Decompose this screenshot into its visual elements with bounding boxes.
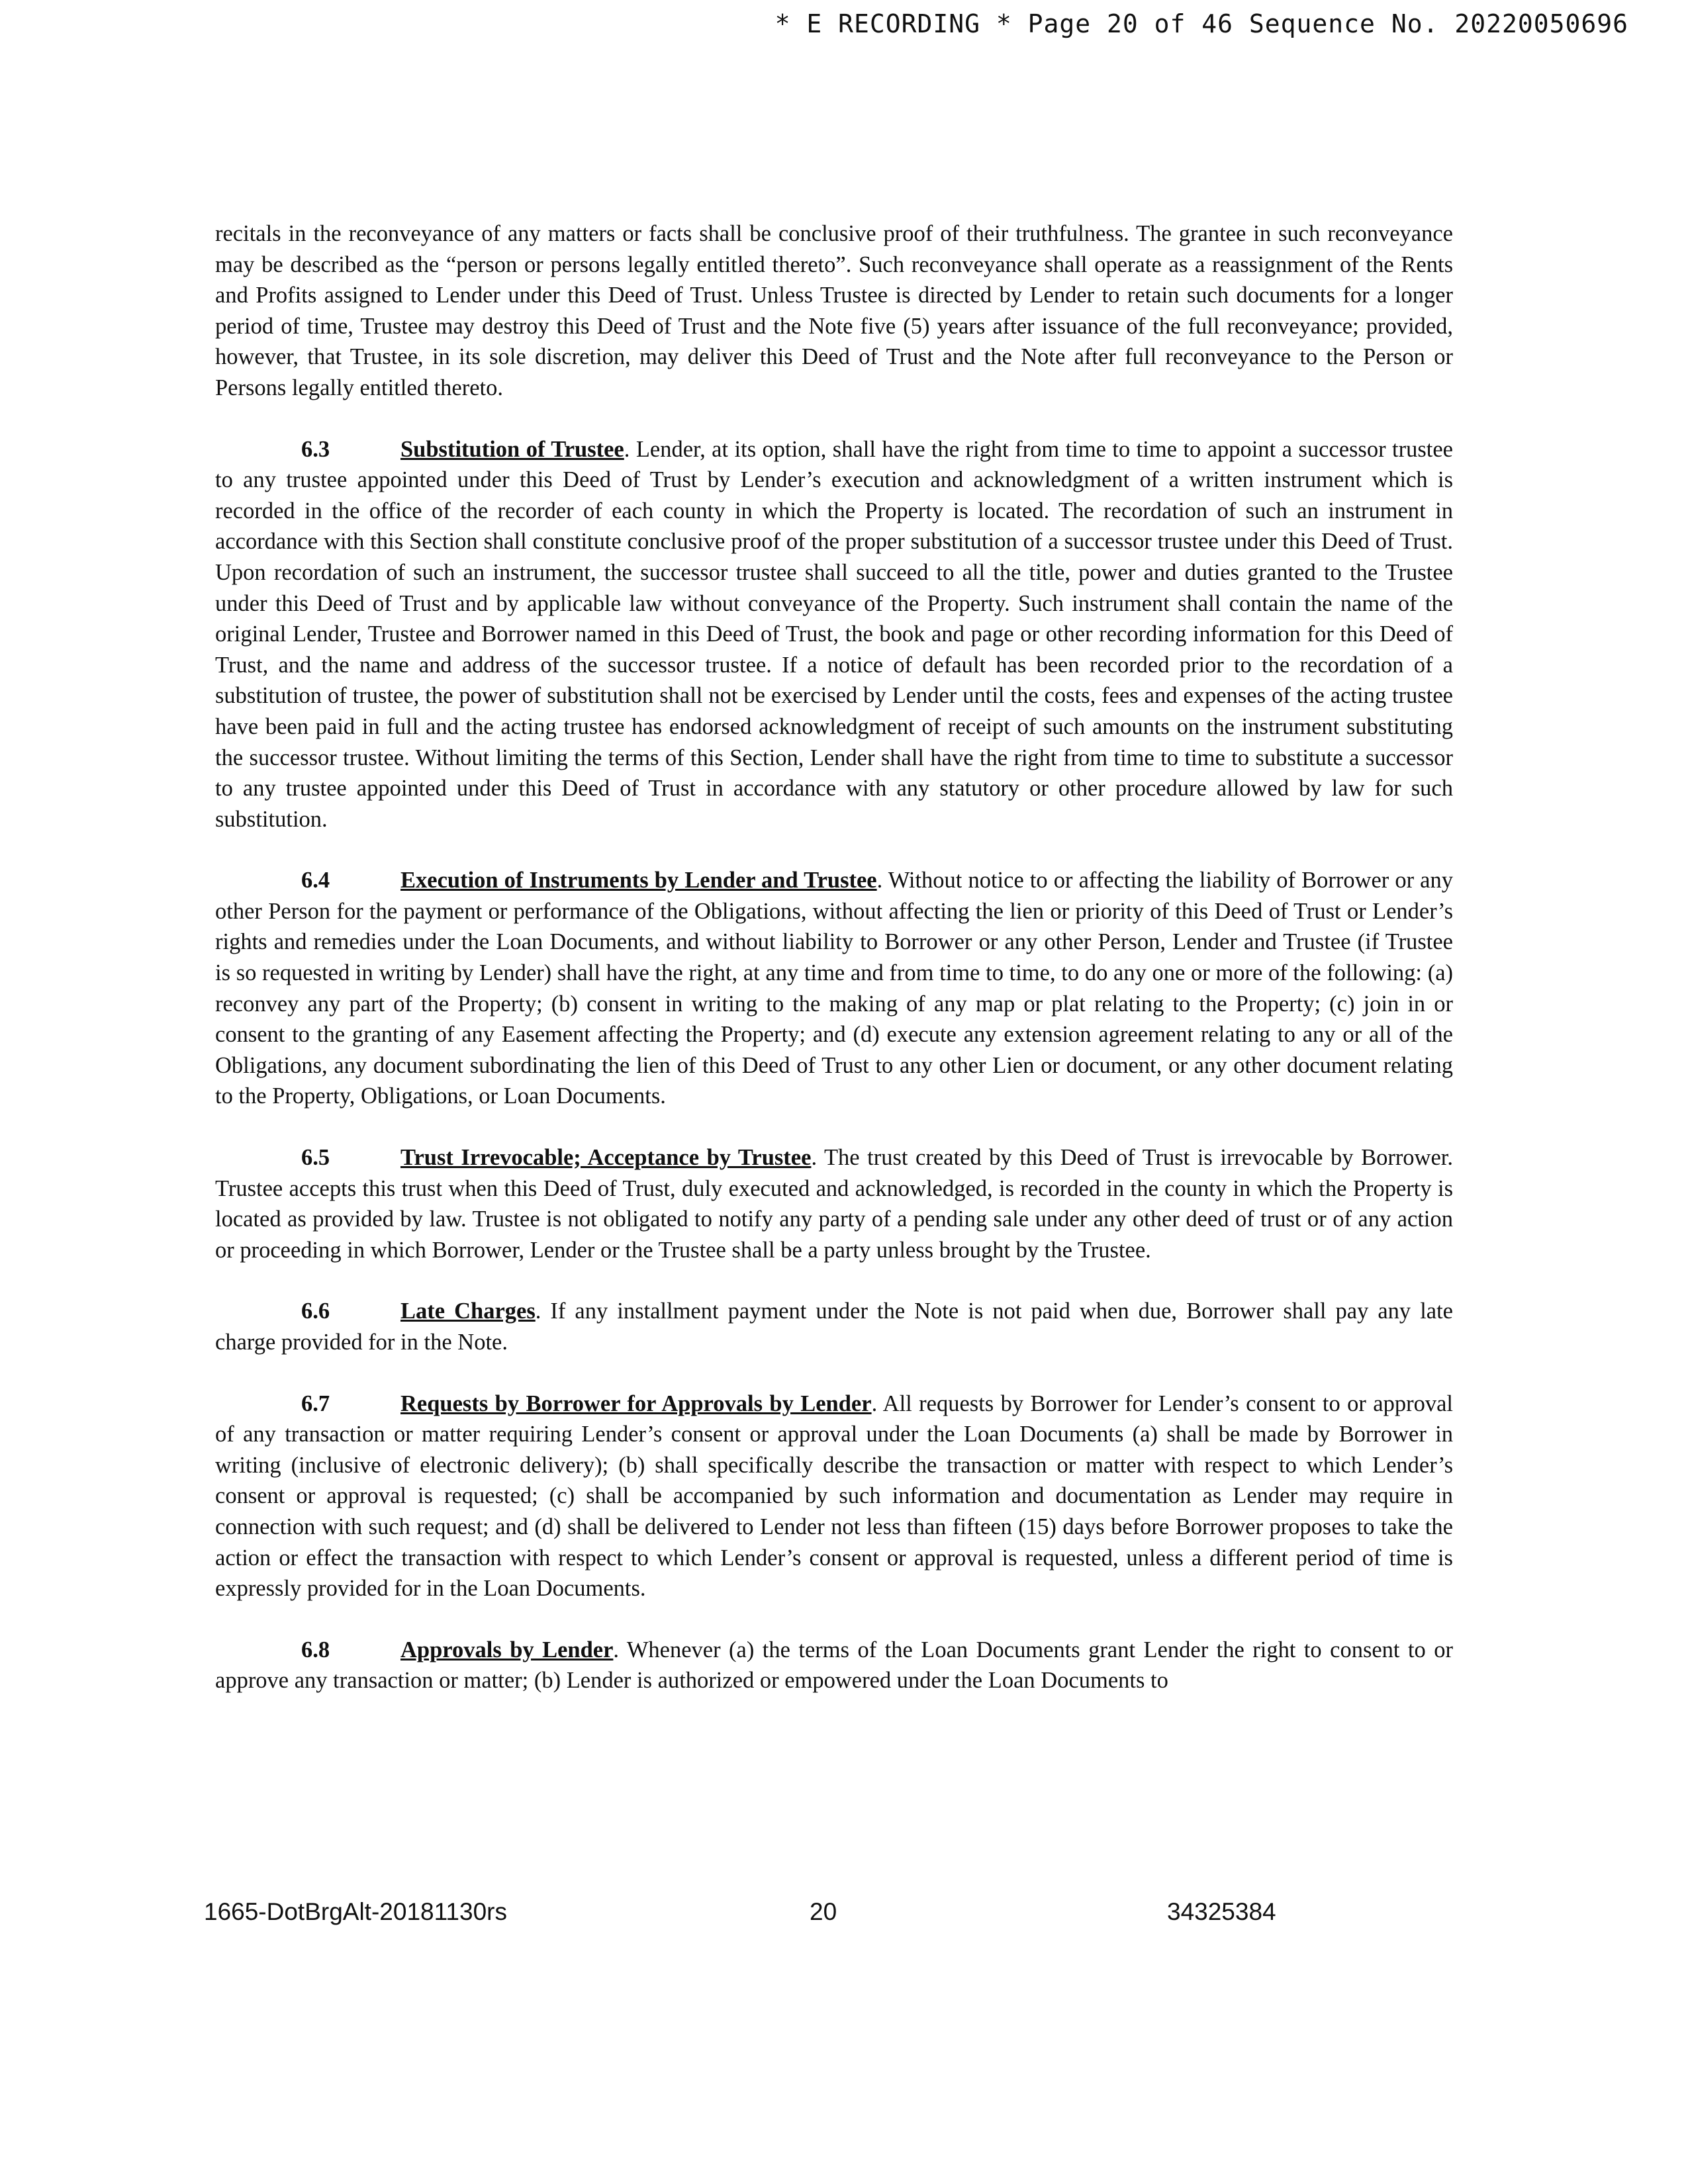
document-body: [215, 218, 1453, 1727]
page-number: 20: [810, 1898, 837, 1925]
section-number: 6.6: [301, 1298, 330, 1324]
section-heading: Trust Irrevocable; Acceptance by Trustee: [400, 1145, 812, 1171]
section-text: . Whenever (a) the terms of the Loan Documents grant Lender the right to consent to or approve any transaction or matter; (b) Lender is authorized or empowered under the Loan Documents to: [215, 1637, 1453, 1694]
section-heading: Execution of Instruments by Lender and Trustee: [400, 868, 877, 893]
section-heading: Requests by Borrower for Approvals by Lender: [400, 1390, 872, 1416]
section-number: 6.5: [301, 1145, 330, 1171]
section-number: 6.8: [301, 1637, 330, 1662]
section-number: 6.7: [301, 1390, 330, 1416]
section-6-3: [215, 434, 1453, 835]
section-text: . Lender, at its option, shall have the right from time to time to appoint a successor trustee to any trustee appointed under this Deed of Trust by Lender’s execution and acknowledgment of a written instrument which is recorded in the office of the recorder of each county in which the Property is located. The recordation of such an instrument in accordance with this Section shall constitute conclusive proof of the proper substitution of a successor trustee under this Deed of Trust. Upon recordation of such an instrument, the successor trustee shall succeed to all the title, power and duties granted to the Trustee under this Deed of Trust and by applicable law without conveyance of the Property. Such instrument shall contain the name of the original Lender, Trustee and Borrower named in this Deed of Trust, the book and page or other recording information for this Deed of Trust, and the name and address of the successor trustee. If a notice of default has been recorded prior to the recordation of a substitution of trustee, the power of substitution shall not be exercised by Lender until the costs, fees and expenses of the acting trustee have been paid in full and the acting trustee has endorsed acknowledgment of receipt of such amounts on the instrument substituting the successor trustee. Without limiting the terms of this Section, Lender shall have the right from time to time to substitute a successor to any trustee appointed under this Deed of Trust in accordance with any statutory or other procedure allowed by law for such substitution.: [215, 436, 1453, 832]
section-6-6: [215, 1296, 1453, 1357]
section-number: 6.4: [301, 868, 330, 893]
section-6-8: [215, 1635, 1453, 1696]
section-heading: Late Charges: [400, 1298, 536, 1324]
section-6-4: [215, 865, 1453, 1112]
section-text: . Without notice to or affecting the liability of Borrower or any other Person for the payment or performance of the Obligations, without affecting the lien or priority of this Deed of Trust or Lender’s rights and remedies under the Loan Documents, and without liability to Borrower or any other Person, Lender and Trustee (if Trustee is so requested in writing by Lender) shall have the right, at any time and from time to time, to do any one or more of the following: (a) reconvey any part of the Property; (b) consent in writing to the making of any map or plat relating to the Property; (c) join in or consent to the granting of any Easement affecting the Property; and (d) execute any extension agreement relating to any or all of the Obligations, any document subordinating the lien of this Deed of Trust to any other Lien or document, or any other document relating to the Property, Obligations, or Loan Documents.: [215, 868, 1453, 1109]
section-heading: Approvals by Lender: [400, 1637, 614, 1662]
recording-header: * E RECORDING * Page 20 of 46 Sequence No. 20220050696: [774, 9, 1628, 38]
section-6-5: [215, 1142, 1453, 1265]
section-number: 6.3: [301, 436, 330, 462]
document-code: 1665-DotBrgAlt-20181130rs: [204, 1898, 507, 1925]
section-text: . All requests by Borrower for Lender’s consent to or approval of any transaction or matter requiring Lender’s consent or approval under the Loan Documents (a) shall be made by Borrower in writing (inclusive of electronic delivery); (b) shall specifically describe the transaction or matter with respect to which Lender’s consent or approval is requested; (c) shall be accompanied by such information and documentation as Lender may require in connection with such request; and (d) shall be delivered to Lender not less than fifteen (15) days before Borrower proposes to take the action or effect the transaction with respect to which Lender’s consent or approval is requested, unless a different period of time is expressly provided for in the Loan Documents.: [215, 1390, 1453, 1602]
paragraph-text: recitals in the reconveyance of any matters or facts shall be conclusive proof of their truthfulness. The grantee in such reconveyance may be described as the “person or persons legally entitled thereto”. Such reconveyance shall operate as a reassignment of the Rents and Profits assigned to Lender under this Deed of Trust. Unless Trustee is directed by Lender to retain such documents for a longer period of time, Trustee may destroy this Deed of Trust and the Note five (5) years after issuance of the full reconveyance; provided, however, that Trustee, in its sole discretion, may deliver this Deed of Trust and the Note after full reconveyance to the Person or Persons legally entitled thereto.: [215, 221, 1453, 400]
page-footer: [204, 1898, 1296, 1938]
reference-number: 34325384: [1167, 1898, 1276, 1925]
section-6-7: [215, 1388, 1453, 1604]
section-text: . The trust created by this Deed of Trust is irrevocable by Borrower. Trustee accepts this trust when this Deed of Trust, duly executed and acknowledged, is recorded in the county in which the Property is located as provided by law. Trustee is not obligated to notify any party of a pending sale under any other deed of trust or of any action or proceeding in which Borrower, Lender or the Trustee shall be a party unless brought by the Trustee.: [215, 1145, 1453, 1263]
section-text: . If any installment payment under the Note is not paid when due, Borrower shall pay any late charge provided for in the Note.: [215, 1298, 1453, 1355]
paragraph-continuation: [215, 218, 1453, 404]
section-heading: Substitution of Trustee: [400, 436, 624, 462]
